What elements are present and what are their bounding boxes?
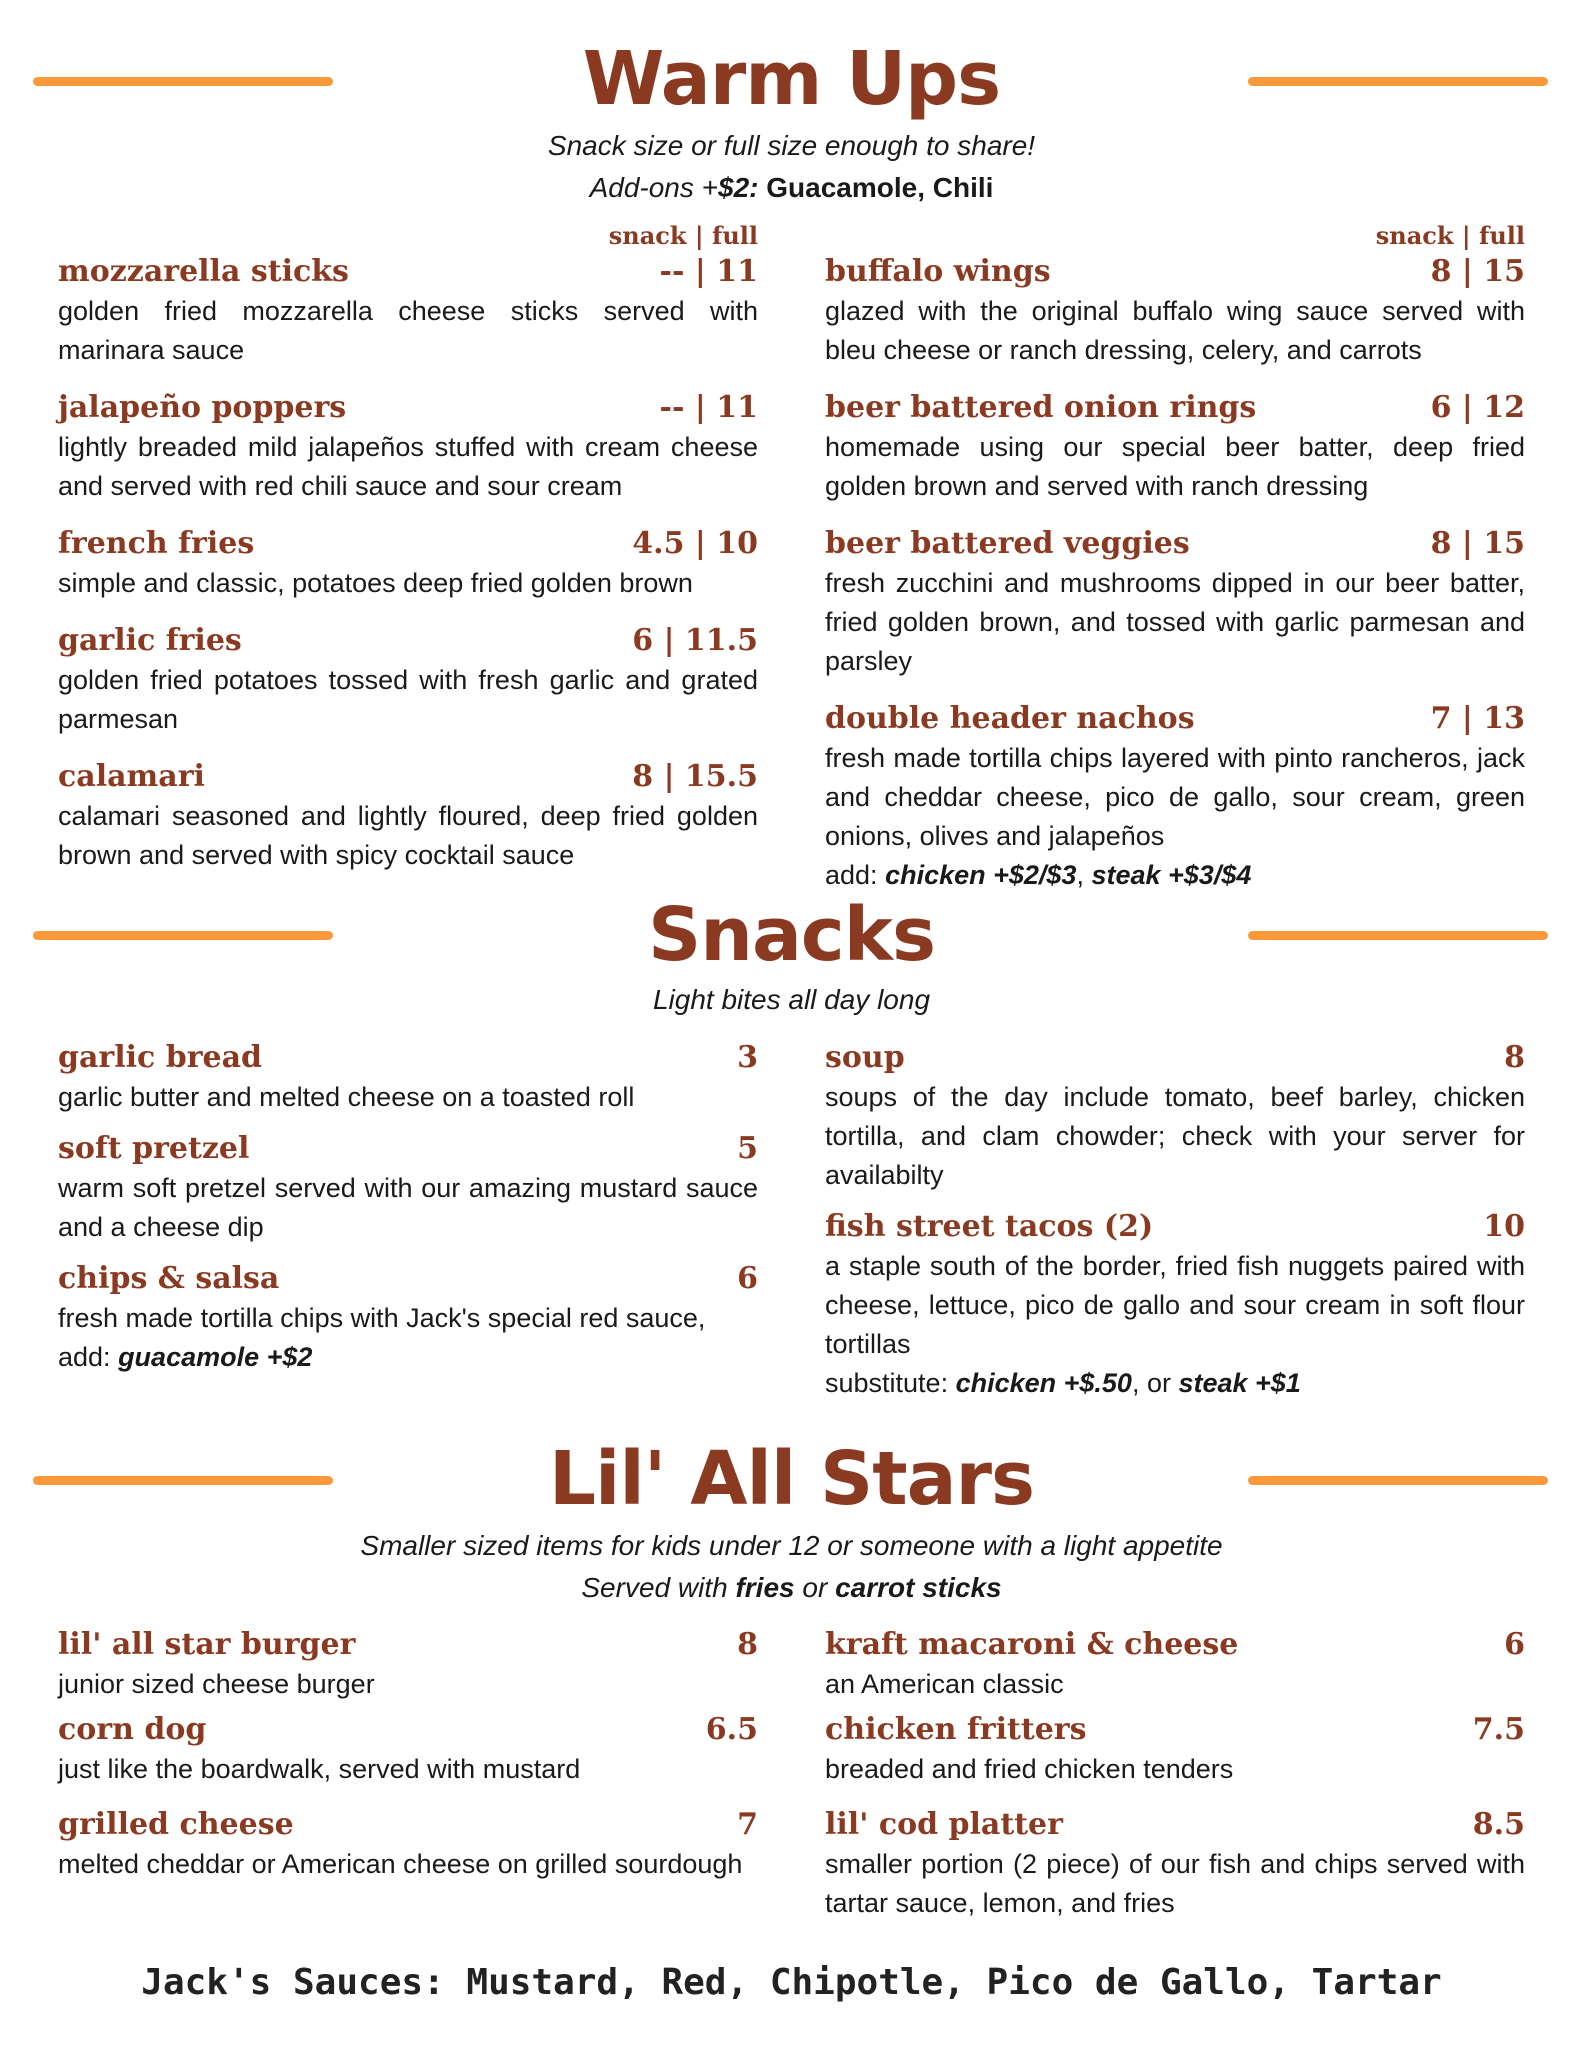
menu-item: [58, 388, 758, 506]
item-name: double header nachos: [825, 701, 1195, 736]
menu-item: [58, 1129, 758, 1247]
menu-item: [58, 252, 758, 370]
item-name: garlic fries: [58, 623, 242, 658]
item-name: lil' cod platter: [825, 1807, 1063, 1842]
item-name: chips & salsa: [58, 1261, 280, 1296]
item-price: 5: [737, 1131, 758, 1166]
item-name: soft pretzel: [58, 1131, 250, 1166]
item-price: 8 | 15: [1430, 526, 1525, 561]
item-description: garlic butter and melted cheese on a toasted roll: [58, 1082, 635, 1112]
menu-item: [825, 1038, 1525, 1195]
item-price: 8 | 15.5: [632, 759, 758, 794]
section-title-snacks: Snacks: [647, 892, 936, 978]
item-description: fresh zucchini and mushrooms dipped in our beer batter, fried golden brown, and tossed with garlic parmesan and parsley: [825, 568, 1525, 676]
section-title-lil-all-stars: Lil' All Stars: [548, 1436, 1035, 1522]
item-name: lil' all star burger: [58, 1627, 356, 1662]
item-price: 8.5: [1472, 1807, 1525, 1842]
lil-all-stars-subtitle: Smaller sized items for kids under 12 or someone with a light appetite: [360, 1530, 1223, 1561]
menu-item: [825, 1625, 1525, 1704]
item-description: junior sized cheese burger: [58, 1669, 375, 1699]
menu-item: [825, 524, 1525, 681]
item-name: calamari: [58, 759, 205, 794]
item-description: calamari seasoned and lightly floured, deep fried golden brown and served with spicy cocktail sauce: [58, 801, 758, 870]
item-name: mozzarella sticks: [58, 254, 349, 289]
item-name: jalapeño poppers: [58, 390, 347, 425]
item-price: 6: [737, 1261, 758, 1296]
item-price: 6.5: [705, 1712, 758, 1747]
warm-ups-addons: Add-ons +$2: Guacamole, Chili: [589, 172, 994, 203]
menu-item: [825, 1805, 1525, 1923]
item-price: 6 | 11.5: [632, 623, 758, 658]
menu-item: [825, 699, 1525, 895]
lil-all-stars-sides: Served with fries or carrot sticks: [581, 1572, 1002, 1603]
item-description: fresh made tortilla chips layered with pinto rancheros, jack and cheddar cheese, pico de gallo, sour cream, green onions, olives and jalapeños: [825, 743, 1525, 851]
item-price: -- | 11: [659, 390, 758, 425]
item-price: 8 | 15: [1430, 254, 1525, 289]
item-name: garlic bread: [58, 1040, 263, 1075]
item-price: 7.5: [1472, 1712, 1525, 1747]
item-price: -- | 11: [659, 254, 758, 289]
item-description: soups of the day include tomato, beef barley, chicken tortilla, and clam chowder; check with your server for availabilty: [825, 1082, 1525, 1190]
item-price: 10: [1483, 1209, 1525, 1244]
warm-ups-right-column: [825, 220, 1525, 913]
item-description: golden fried potatoes tossed with fresh garlic and grated parmesan: [58, 665, 758, 734]
menu-item: [58, 1710, 758, 1789]
item-description: golden fried mozzarella cheese sticks served with marinara sauce: [58, 296, 758, 365]
item-price: 4.5 | 10: [632, 526, 758, 561]
warm-ups-subtitle: Snack size or full size enough to share!: [547, 130, 1036, 161]
menu-item: [58, 621, 758, 739]
lil-all-stars-right-column: [825, 1625, 1525, 1941]
item-description: a staple south of the border, fried fish nuggets paired with cheese, lettuce, pico de gallo and sour cream in soft flour tortillas: [825, 1251, 1525, 1359]
snacks-right-column: [825, 1038, 1525, 1421]
item-description: an American classic: [825, 1669, 1064, 1699]
item-name: beer battered onion rings: [825, 390, 1257, 425]
lil-all-stars-left-column: [58, 1625, 758, 1902]
menu-item: [58, 1805, 758, 1884]
item-name: grilled cheese: [58, 1807, 294, 1842]
size-header: snack | full: [608, 221, 758, 250]
item-price: 8: [1504, 1040, 1525, 1075]
menu-item: [825, 1207, 1525, 1403]
item-price: 3: [737, 1040, 758, 1075]
item-substitutions: substitute: chicken +$.50, or steak +$1: [825, 1368, 1301, 1398]
item-description: just like the boardwalk, served with mustard: [58, 1754, 581, 1784]
item-addons: add: chicken +$2/$3, steak +$3/$4: [825, 860, 1252, 890]
item-description: smaller portion (2 piece) of our fish and chips served with tartar sauce, lemon, and fries: [825, 1849, 1525, 1918]
menu-item: [58, 1625, 758, 1704]
menu-item: [58, 1038, 758, 1117]
item-name: chicken fritters: [825, 1712, 1087, 1747]
menu-item: [825, 1710, 1525, 1789]
item-description: glazed with the original buffalo wing sauce served with bleu cheese or ranch dressing, celery, and carrots: [825, 296, 1525, 365]
item-name: french fries: [58, 526, 255, 561]
item-name: fish street tacos (2): [825, 1209, 1154, 1244]
item-addons: add: guacamole +$2: [58, 1342, 313, 1372]
item-name: buffalo wings: [825, 254, 1051, 289]
menu-item: [58, 524, 758, 603]
menu-item: [825, 252, 1525, 370]
item-description: melted cheddar or American cheese on grilled sourdough: [58, 1849, 743, 1879]
item-description: warm soft pretzel served with our amazing mustard sauce and a cheese dip: [58, 1173, 758, 1242]
snacks-subtitle: Light bites all day long: [652, 984, 931, 1015]
size-header: snack | full: [1375, 221, 1525, 250]
item-description: lightly breaded mild jalapeños stuffed with cream cheese and served with red chili sauce and sour cream: [58, 432, 758, 501]
item-name: corn dog: [58, 1712, 207, 1747]
item-description: fresh made tortilla chips with Jack's special red sauce,: [58, 1303, 706, 1333]
menu-item: [58, 757, 758, 875]
menu-item: [58, 1259, 758, 1377]
item-price: 7 | 13: [1430, 701, 1525, 736]
item-description: breaded and fried chicken tenders: [825, 1754, 1234, 1784]
item-description: homemade using our special beer batter, deep fried golden brown and served with ranch dressing: [825, 432, 1525, 501]
item-name: soup: [825, 1040, 905, 1075]
item-price: 6: [1504, 1627, 1525, 1662]
item-description: simple and classic, potatoes deep fried golden brown: [58, 568, 693, 598]
item-price: 8: [737, 1627, 758, 1662]
item-name: kraft macaroni & cheese: [825, 1627, 1239, 1662]
item-price: 7: [737, 1807, 758, 1842]
item-name: beer battered veggies: [825, 526, 1190, 561]
warm-ups-left-column: [58, 220, 758, 893]
item-price: 6 | 12: [1430, 390, 1525, 425]
sauces-footer: Jack's Sauces: Mustard, Red, Chipotle, Pico de Gallo, Tartar: [141, 1962, 1442, 2003]
menu-item: [825, 388, 1525, 506]
snacks-left-column: [58, 1038, 758, 1395]
section-title-warm-ups: Warm Ups: [582, 36, 1001, 122]
